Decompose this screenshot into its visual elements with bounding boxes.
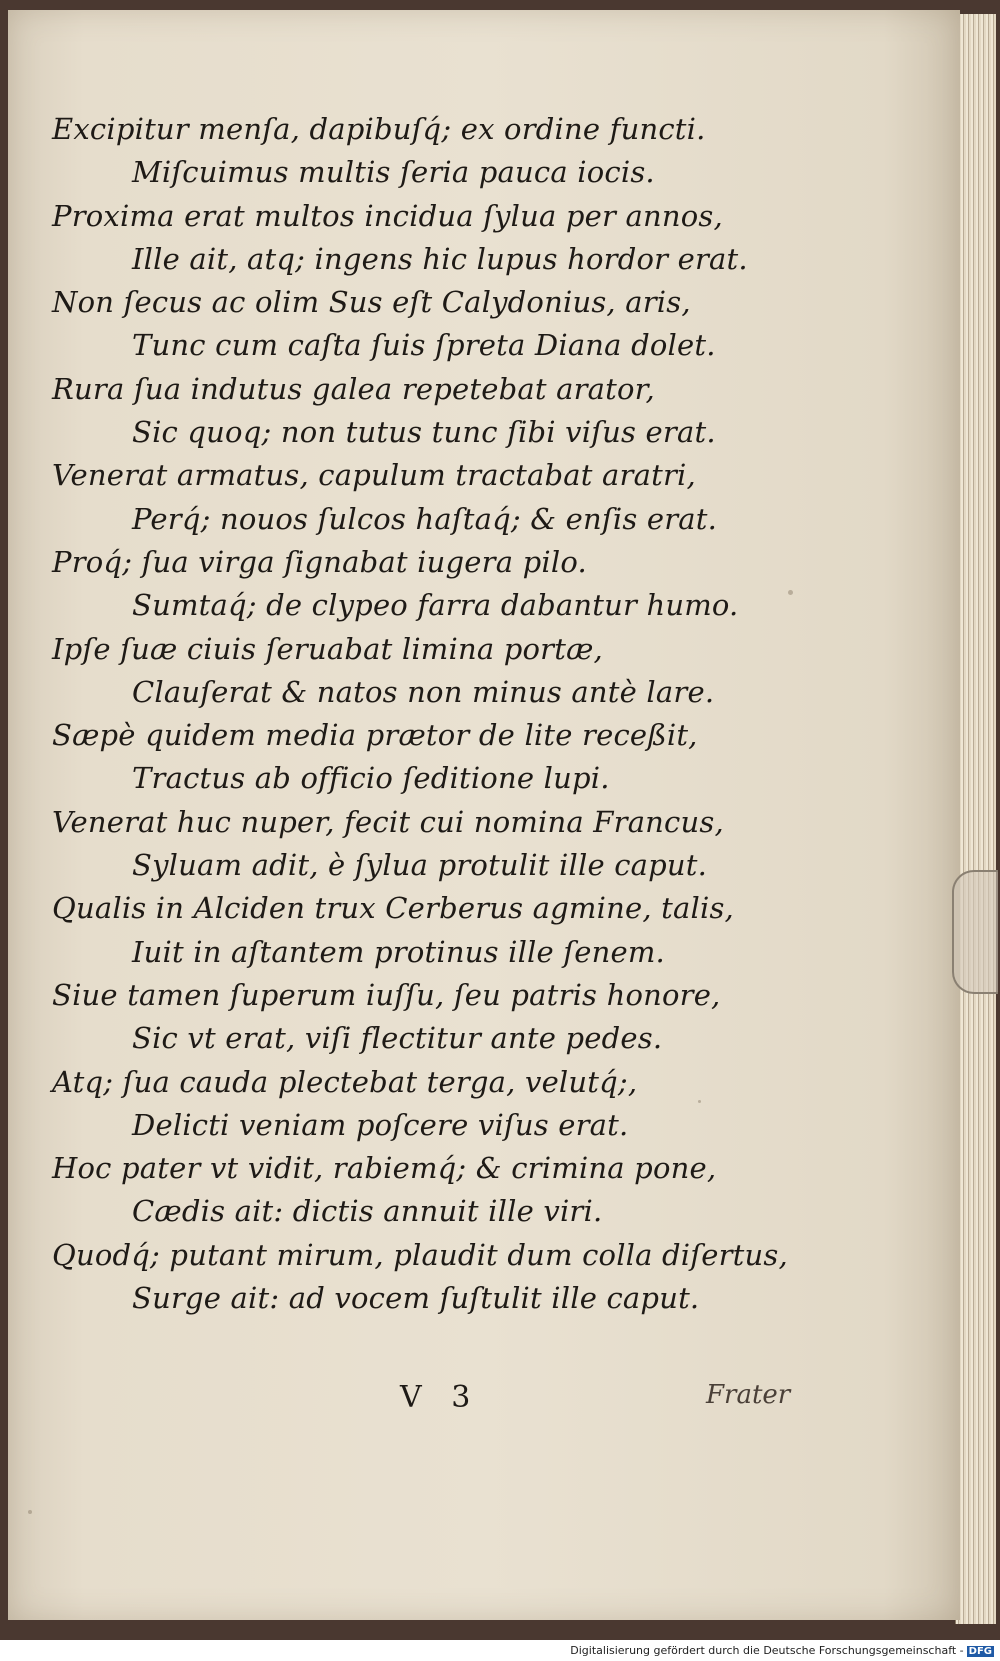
paper-speck bbox=[28, 1510, 32, 1514]
verse-line: Quodq́; putant mirum, plaudit dum colla diſertus, bbox=[52, 1237, 788, 1272]
verse-line: Miſcuimus multis ſeria pauca iocis. bbox=[132, 155, 655, 190]
catchword: Frater bbox=[706, 1380, 791, 1410]
dfg-logo: DFG bbox=[968, 1645, 992, 1657]
verse-line: Sæpè quidem media prætor de lite receßit, bbox=[52, 718, 698, 753]
verse-line: Venerat huc nuper, fecit cui nomina Francus, bbox=[52, 804, 724, 839]
verse-line: Proq́; ſua virga ſignabat iugera pilo. bbox=[52, 544, 587, 579]
verse-line: Cædis ait: dictis annuit ille viri. bbox=[132, 1194, 603, 1229]
verse-line: Proxima erat multos incidua ſylua per annos, bbox=[52, 198, 723, 233]
verse-line: Hoc pater vt vidit, rabiemq́; & crimina pone, bbox=[52, 1151, 717, 1186]
verse-line: Ille ait, atq; ingens hic lupus hordor erat. bbox=[132, 241, 748, 276]
verse-line: Tunc cum caſta ſuis ſpreta Diana dolet. bbox=[132, 328, 716, 363]
verse-line: Venerat armatus, capulum tractabat aratri, bbox=[52, 458, 696, 493]
signature-mark: V 3 bbox=[400, 1380, 481, 1415]
verse-line: Sic quoq; non tutus tunc ſibi viſus erat. bbox=[132, 415, 716, 450]
verse-line: Rura ſua indutus galea repetebat arator, bbox=[52, 371, 655, 406]
verse-line: Ipſe ſuæ ciuis ſeruabat limina portæ, bbox=[52, 631, 603, 666]
verse-line: Surge ait: ad vocem ſuſtulit ille caput. bbox=[132, 1281, 700, 1316]
verse-line: Iuit in aſtantem protinus ille ſenem. bbox=[132, 934, 665, 969]
verse-line: Sic vt erat, viſi flectitur ante pedes. bbox=[132, 1021, 663, 1056]
verse-line: Clauſerat & natos non minus antè lare. bbox=[132, 674, 715, 709]
verse-line: Tractus ab officio ſeditione lupi. bbox=[132, 761, 610, 796]
digitization-credit-text: Digitalisierung gefördert durch die Deutsche Forschungsgemeinschaft - bbox=[570, 1644, 964, 1657]
verse-line: Qualis in Alciden trux Cerberus agmine, talis, bbox=[52, 891, 734, 926]
verse-line: Perq́; nouos ſulcos haſtaq́; & enſis erat. bbox=[132, 501, 718, 536]
verse-line: Syluam adit, è ſylua protulit ille caput. bbox=[132, 848, 708, 883]
page-clip bbox=[952, 870, 998, 994]
page-edges bbox=[955, 14, 996, 1624]
verse-line: Delicti veniam poſcere viſus erat. bbox=[132, 1107, 629, 1142]
verse-line: Siue tamen ſuperum iuſſu, ſeu patris honore, bbox=[52, 977, 721, 1012]
verse-line: Non ſecus ac olim Sus eſt Calydonius, aris, bbox=[52, 285, 691, 320]
verse-line: Excipitur menſa, dapibuſq́; ex ordine functi. bbox=[52, 112, 706, 146]
verse-line: Atq; ſua cauda plectebat terga, velutq́;, bbox=[52, 1064, 638, 1099]
digitization-credit bbox=[570, 1644, 994, 1657]
verse-text-block bbox=[52, 108, 912, 1320]
verse-line: Sumtaq́; de clypeo farra dabantur humo. bbox=[132, 588, 739, 623]
